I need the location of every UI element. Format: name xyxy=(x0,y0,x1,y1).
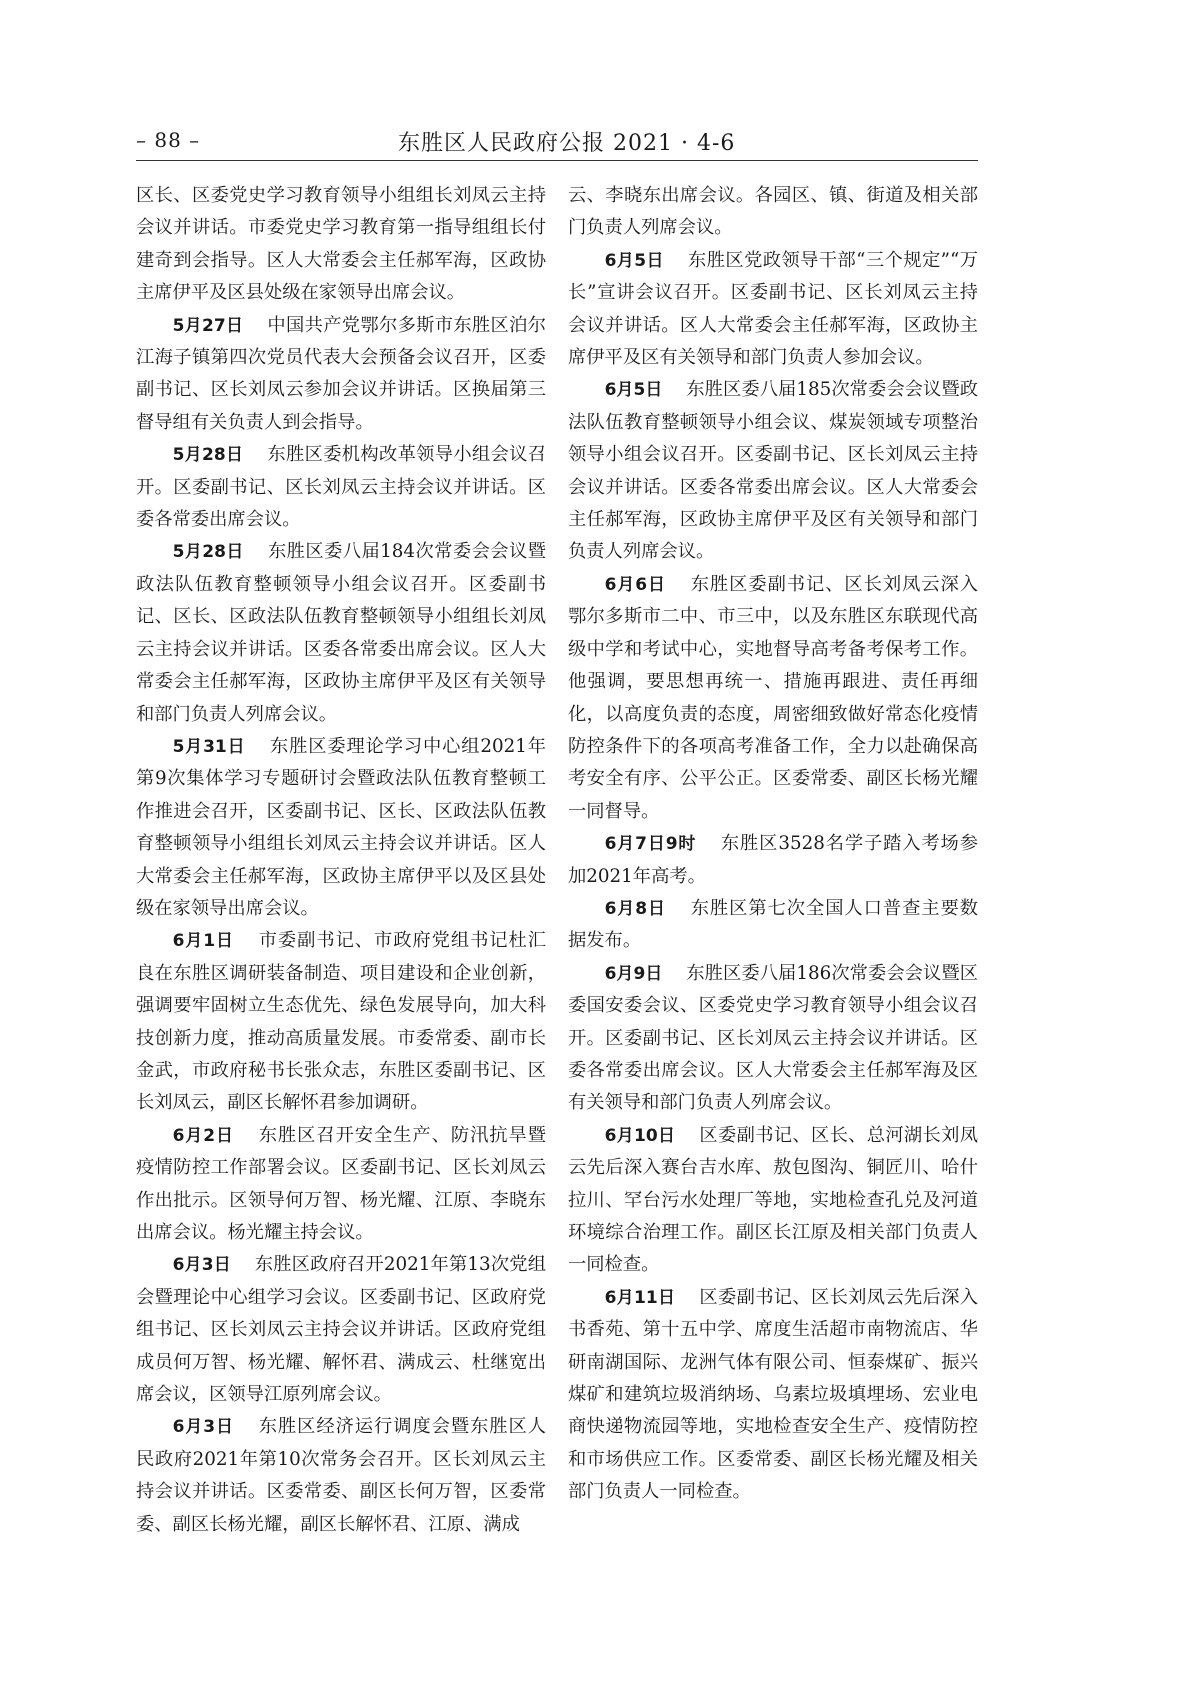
entry-paragraph xyxy=(136,1411,546,1541)
entry-text: 市委副书记、市政府党组书记杜汇良在东胜区调研装备制造、项目建设和企业创新，强调要牢固树立生态优先、绿色发展导向，加大科技创新力度，推动高质量发展。市委常委、副市长金武，市政府秘书长张众志，东胜区委副书记、区长刘凤云，副区长解怀君参加调研。 xyxy=(136,930,547,1114)
entry-text: 东胜区委八届184次常委会会议暨政法队伍教育整顿领导小组会议召开。区委副书记、区长、区政法队伍教育整顿领导小组组长刘凤云主持会议并讲话。区委各常委出席会议。区人大常委会主任郝军海，区政协主席伊平及区有关领导和部门负责人列席会议。 xyxy=(136,541,546,725)
entry-text: 云、李晓东出席会议。各园区、镇、街道及相关部门负责人列席会议。 xyxy=(568,185,978,239)
entry-text: 区委副书记、区长刘凤云先后深入书香苑、第十五中学、席度生活超市南物流店、华研南湖国际、龙洲气体有限公司、恒泰煤矿、振兴煤矿和建筑垃圾消纳场、乌素垃圾填埋场、宏业电商快递物流园等地，实地检查安全生产、疫情防控和市场供应工作。区委常委、副区长杨光耀及相关部门负责人一同检查。 xyxy=(568,1286,978,1503)
right-column xyxy=(568,180,978,1509)
entry-paragraph xyxy=(136,1249,546,1411)
entry-text: 东胜区委八届185次常委会会议暨政法队伍教育整顿领导小组会议、煤炭领域专项整治领导小组会议召开。区委副书记、区长刘凤云主持会议并讲话。区委各常委出席会议。区人大常委会主任郝军海，区政协主席伊平及区有关领导和部门负责人列席会议。 xyxy=(568,379,978,563)
entry-paragraph xyxy=(568,1282,978,1509)
entry-text: 区长、区委党史学习教育领导小组组长刘凤云主持会议并讲话。市委党史学习教育第一指导组组长付建奇到会指导。区人大常委会主任郝军海，区政协主席伊平及区县处级在家领导出席会议。 xyxy=(136,185,546,304)
entry-paragraph xyxy=(568,958,978,1120)
entry-date: 6月5日 xyxy=(604,380,663,401)
entry-paragraph xyxy=(568,245,978,375)
entry-text: 东胜区委理论学习中心组2021年第9次集体学习专题研讨会暨政法队伍教育整顿工作推进会召开，区委副书记、区长、区政法队伍教育整顿领导小组组长刘凤云主持会议并讲话。区人大常委会主任郝军海，区政协主席伊平以及区县处级在家领导出席会议。 xyxy=(136,735,546,919)
entry-text: 区委副书记、区长、总河湖长刘凤云先后深入赛台吉水库、敖包图沟、铜匠川、哈什拉川、罕台污水处理厂等地，实地检查孔兑及河道环境综合治理工作。副区长江原及相关部门负责人一同检查。 xyxy=(568,1124,978,1276)
entry-date: 6月6日 xyxy=(604,574,666,595)
entry-date: 6月11日 xyxy=(604,1287,676,1308)
entry-text: 东胜区第七次全国人口普查主要数据发布。 xyxy=(568,897,979,952)
entry-paragraph xyxy=(136,180,546,310)
entry-date: 5月28日 xyxy=(172,445,244,466)
entry-text: 东胜区3528名学子踏入考场参加2021年高考。 xyxy=(568,833,978,887)
entry-paragraph xyxy=(568,569,978,828)
entry-date: 5月27日 xyxy=(172,315,244,336)
entry-text: 东胜区委副书记、区长刘凤云深入鄂尔多斯市二中、市三中，以及东胜区东联现代高级中学和考试中心，实地督导高考备考保考工作。他强调，要思想再统一、措施再跟进、责任再细化，以高度负责的态度，周密细致做好常态化疫情防控条件下的各项高考准备工作，全力以赴确保高考安全有序、公平公正。区委常委、副区长杨光耀一同督导。 xyxy=(568,573,979,822)
entry-date: 6月3日 xyxy=(172,1255,231,1276)
entry-date: 6月5日 xyxy=(604,250,664,271)
entry-paragraph xyxy=(136,536,546,730)
entry-date: 6月9日 xyxy=(604,963,663,984)
entry-date: 6月8日 xyxy=(604,898,666,919)
page-header xyxy=(136,128,978,158)
header-rule xyxy=(136,160,978,161)
entry-text: 中国共产党鄂尔多斯市东胜区泊尔江海子镇第四次党员代表大会预备会议召开，区委副书记、区长刘凤云参加会议并讲话。区换届第三督导组有关负责人到会指导。 xyxy=(136,314,546,433)
entry-date: 6月1日 xyxy=(172,931,234,952)
entry-paragraph xyxy=(136,925,546,1119)
entry-date: 6月10日 xyxy=(604,1125,676,1146)
entry-text: 东胜区召开安全生产、防汛抗旱暨疫情防控工作部署会议。区委副书记、区长刘凤云作出批示。区领导何万智、杨光耀、江原、李晓东出席会议。杨光耀主持会议。 xyxy=(136,1124,547,1243)
entry-paragraph xyxy=(568,893,978,958)
entry-date: 5月31日 xyxy=(172,736,246,757)
entry-paragraph xyxy=(568,828,978,893)
entry-date: 6月2日 xyxy=(172,1125,234,1146)
entry-text: 东胜区委八届186次常委会会议暨区委国安委会议、区委党史学习教育领导小组会议召开。区委副书记、区长刘凤云主持会议并讲话。区委各常委出席会议。区人大常委会主任郝军海及区有关领导和部门负责人列席会议。 xyxy=(568,962,978,1114)
entry-paragraph xyxy=(136,1120,546,1250)
entry-text: 东胜区党政领导干部“三个规定”“万长”宣讲会议召开。区委副书记、区长刘凤云主持会议并讲话。区人大常委会主任郝军海，区政协主席伊平及区有关领导和部门负责人参加会议。 xyxy=(568,249,978,369)
entry-date: 5月28日 xyxy=(172,542,244,563)
entry-paragraph xyxy=(136,310,546,440)
entry-text: 东胜区委机构改革领导小组会议召开。区委副书记、区长刘凤云主持会议并讲话。区委各常委出席会议。 xyxy=(136,444,546,531)
entry-paragraph xyxy=(568,180,978,245)
publication-title: 东胜区人民政府公报 2021 · 4-6 xyxy=(398,131,736,156)
entry-text: 东胜区经济运行调度会暨东胜区人民政府2021年第10次常务会召开。区长刘凤云主持会议并讲话。区委常委、副区长何万智，区委常委、副区长杨光耀，副区长解怀君、江原、满成 xyxy=(136,1416,547,1535)
left-column xyxy=(136,180,546,1541)
page-number: – 88 – xyxy=(136,128,201,152)
entry-paragraph xyxy=(136,439,546,536)
entry-paragraph xyxy=(568,374,978,568)
entry-text: 东胜区政府召开2021年第13次党组会暨理论中心组学习会议。区委副书记、区政府党组书记、区长刘凤云主持会议并讲话。区政府党组成员何万智、杨光耀、解怀君、满成云、杜继宽出席会议，区领导江原列席会议。 xyxy=(136,1254,546,1406)
entry-date: 6月7日9时 xyxy=(604,834,697,855)
entry-paragraph xyxy=(136,731,546,925)
entry-paragraph xyxy=(568,1120,978,1282)
entry-date: 6月3日 xyxy=(172,1417,234,1438)
